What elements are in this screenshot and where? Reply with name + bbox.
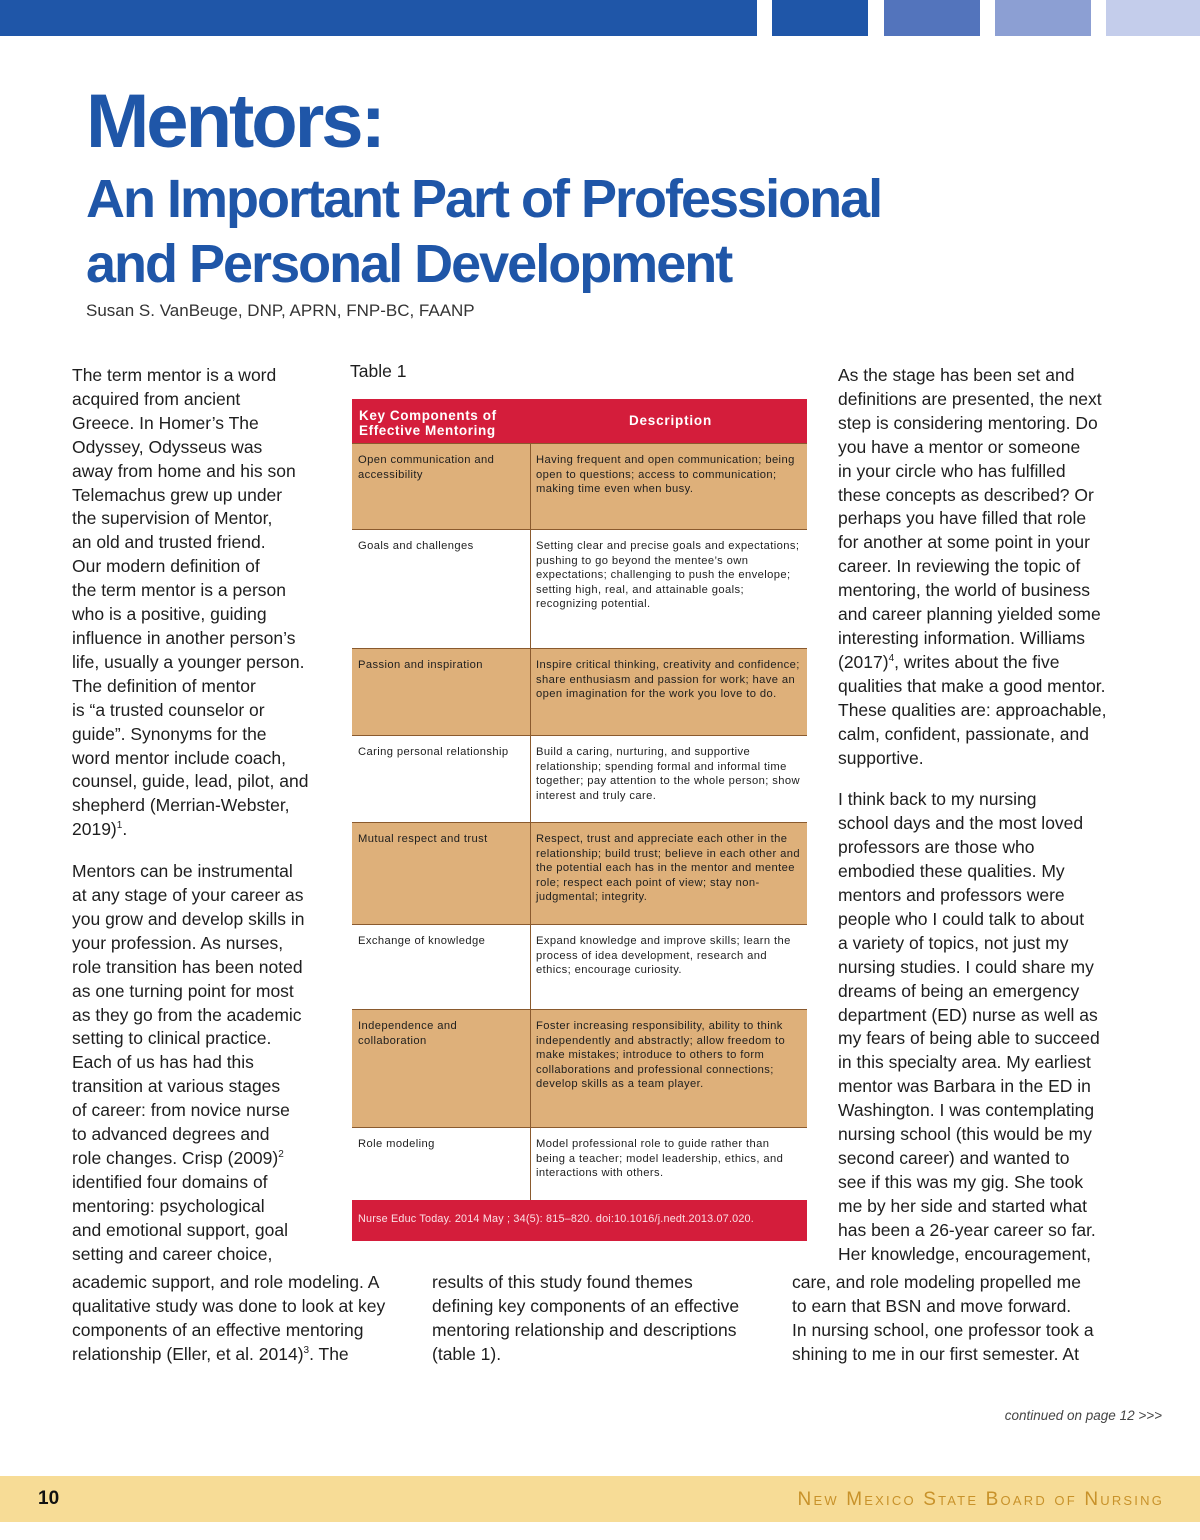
table-cell-description: Model professional role to guide rather than being a teacher; model leadership, ethics, and interactions with others. [536,1138,784,1180]
table-label: Table 1 [350,361,407,381]
header-bar-block-4 [1106,0,1200,36]
table-row [352,924,807,1010]
table-cell-description: Respect, trust and appreciate each other in the relationship; build trust; believe in each other and the potential each has in the mentor and mentee role; respect each point of view; stay non-judgmental; integrity. [536,833,800,904]
reference-marker: 2 [278,1149,284,1161]
table-cell-key: Passion and inspiration [352,649,531,736]
table-cell-key: Caring personal relationship [352,736,531,823]
table-row [352,1127,807,1200]
table-row [352,529,807,649]
table-cell-description: Inspire critical thinking, creativity and confidence; share enthusiasm and passion for work; have an open imagination for the work you love to do. [536,659,800,701]
table-source-citation: Nurse Educ Today. 2014 May ; 34(5): 815–820. doi:10.1016/j.nedt.2013.07.020. [358,1213,754,1225]
author-byline: Susan S. VanBeuge, DNP, APRN, FNP-BC, FAANP [86,301,475,320]
table-cell-key: Independence and collaboration [352,1010,531,1128]
reference-marker: 4 [888,653,895,665]
paragraph: The term mentor is a word acquired from ancient Greece. In Homer’s The Odyssey, Odysseus was away from home and his son Telemachus grew up under the supervision of Mentor, an old and trusted friend. Our modern definition of the term mentor is a person who is a positive, guiding influence in another person’s life, usually a younger person. The definition of mentor is “a trusted counselor or guide”. Synonyms for the word mentor include coach, counsel, guide, lead, pilot, and shepherd (Merrian-Webster, 2019)$^1$. [72,365,309,840]
table-row [352,822,807,925]
paragraph: As the stage has been set and definitions are presented, the next step is considering mentoring. Do you have a mentor or someone in your circle who has fulfilled these concepts as described? Or perhaps you have filled that role for another at some point in your career. In reviewing the topic of mentoring, the world of business and career planning yielded some interesting information. Williams $(2017)^4$, writes about the five qualities that make a good mentor. These qualities are: approachable, calm, confident, passionate, and supportive. [838,365,1107,768]
table-cell-description: Build a caring, nurturing, and supportive relationship; spending formal and informal time together; pay attention to the whole person; show interest and truly care. [536,746,801,802]
table-cell-key: Role modeling [352,1128,531,1200]
continued-note: continued on page 12 >>> [1004,1408,1162,1423]
header-bar-block-3 [995,0,1091,36]
paragraph: Mentors can be instrumental at any stage of your career as you grow and develop skills in your profession. As nurses, role transition has been noted as one turning point for most as they go from the academic setting to clinical practice. Each of us has had this transition at various stages of career: from novice nurse to advanced degrees and role changes. Crisp $(2009)^2$ identified four domains of mentoring: psychological and emotional support, goal setting and career choice, [72,861,305,1264]
publication-name: New Mexico State Board of Nursing [797,1489,1164,1510]
article-subtitle-line-2: and Personal Development [86,234,732,294]
left-column [72,364,338,1267]
table-row [352,443,807,530]
table-row [352,648,807,736]
page-number: 10 [38,1488,60,1509]
bottom-text-column-1: academic support, and role modeling. A qualitative study was done to look at key components of an effective mentoring relationship (Eller, et al. 2014)$^3$. The [72,1272,386,1364]
bottom-text-column-3: care, and role modeling propelled me to earn that BSN and move forward. In nursing school, one professor took a shining to me in our first semester. At [792,1272,1094,1364]
table-row [352,735,807,823]
table-header [352,399,807,443]
table-cell-description: Having frequent and open communication; being open to questions; access to communication; making time even when busy. [536,454,795,496]
table-cell-key: Goals and challenges [352,530,531,649]
header-bar-block-1 [772,0,868,36]
table-header-key: Key Components of Effective Mentoring [359,408,497,438]
table-header-description: Description [628,413,713,428]
bottom-text-column-2: results of this study found themes defining key components of an effective mentoring relationship and descriptions (table 1). [432,1272,740,1364]
table-row [352,1009,807,1128]
page-footer [0,1476,1200,1522]
article-subtitle-line-1: An Important Part of Professional [86,169,882,229]
right-column [838,364,1138,1267]
mentoring-table [352,399,807,1241]
table-cell-key: Open communication and accessibility [352,444,531,530]
table-cell-description: Foster increasing responsibility, ability to think independently and abstractly; allow freedom to make mistakes; introduce to others to form collaborations and professional connections; develop skills as a team player. [536,1020,786,1091]
table-cell-key: Mutual respect and trust [352,823,531,925]
reference-marker: 1 [116,820,123,832]
reference-marker: 3 [303,1344,310,1356]
table-cell-key: Exchange of knowledge [352,925,531,1010]
paragraph: I think back to my nursing school days and the most loved professors are those who embodied these qualities. My mentors and professors were people who I could talk to about a variety of topics, not just my nursing studies. I could share my dreams of being an emergency department (ED) nurse as well as my fears of being able to succeed in this specialty area. My earliest mentor was Barbara in the ED in Washington. I was contemplating nursing school (this would be my second career) and wanted to see if this was my gig. She took me by her side and started what has been a 26-year career so far. Her knowledge, encouragement, [838,789,1100,1264]
table-cell-description: Expand knowledge and improve skills; learn the process of idea development, research and ethics; encourage curiosity. [536,935,791,977]
article-title: Mentors: [86,79,383,164]
header-bar-main [0,0,757,36]
table-cell-description: Setting clear and precise goals and expectations; pushing to go beyond the mentee’s own expectations; challenging to push the envelope; setting high, real, and attainable goals; recognizing potential. [536,540,800,611]
header-bar-block-2 [884,0,980,36]
